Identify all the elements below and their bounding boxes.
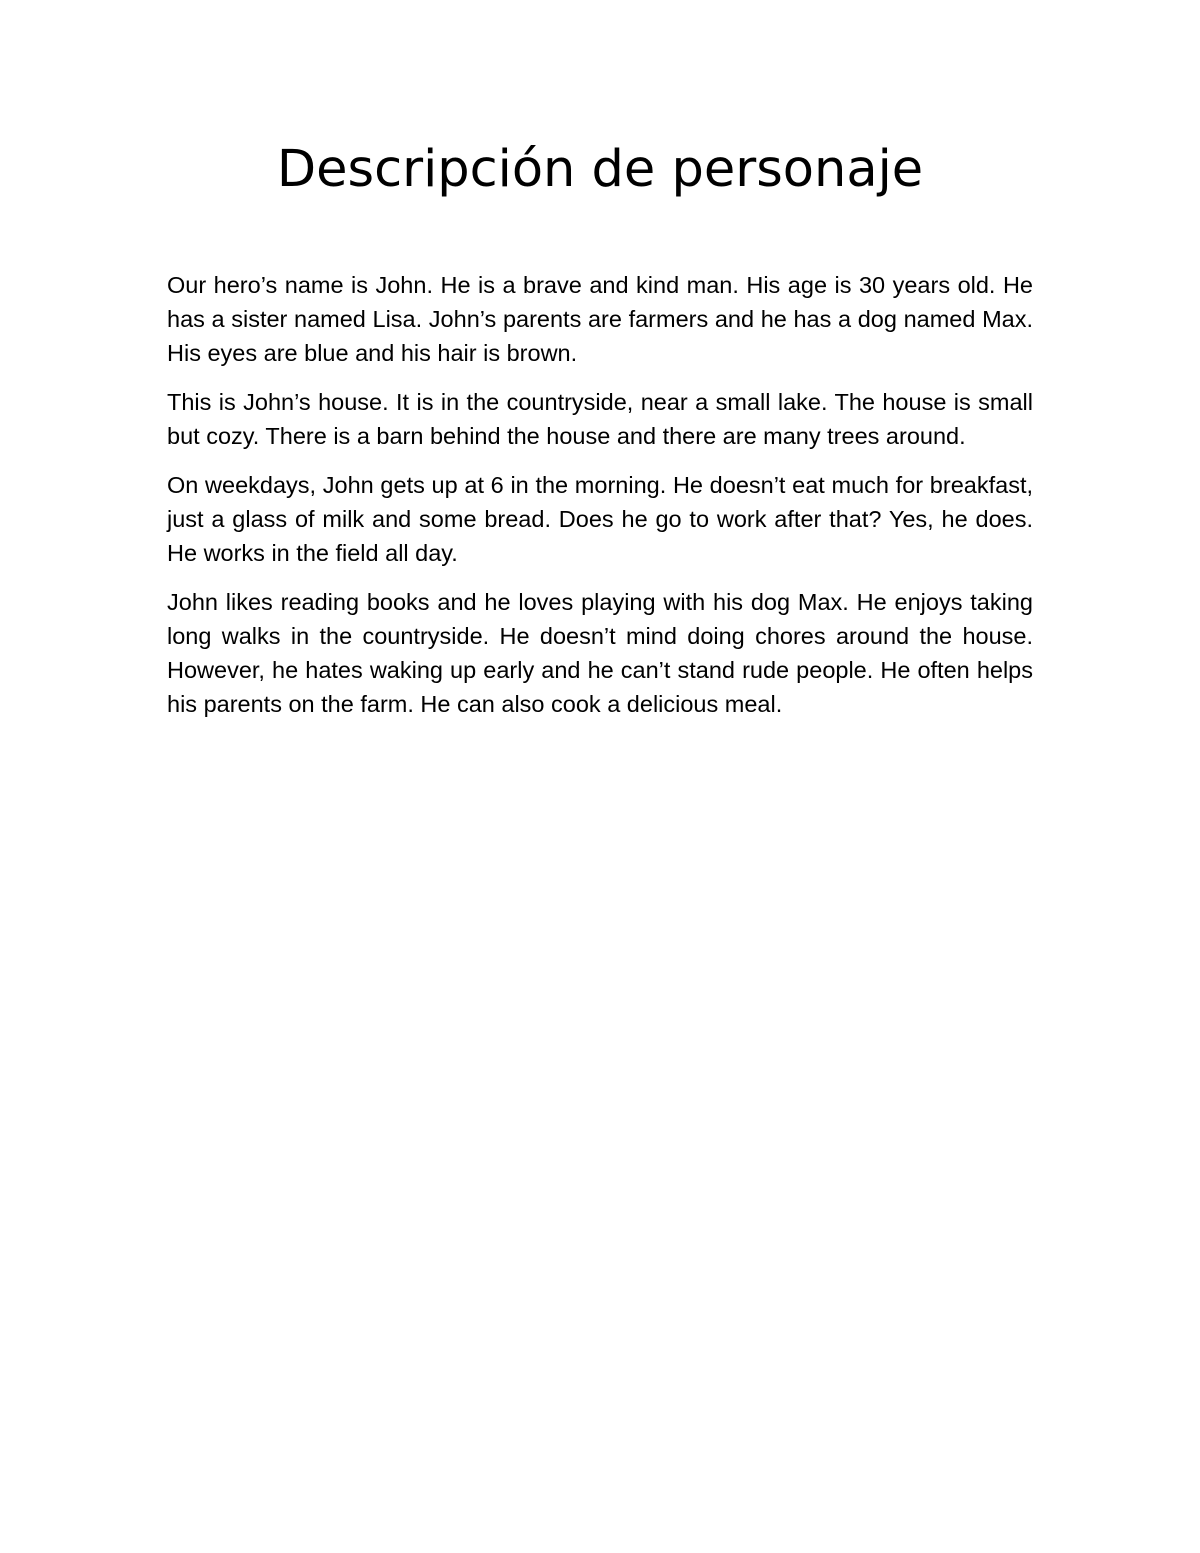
document-title: Descripción de personaje (276, 140, 924, 199)
paragraph-house: This is John’s house. It is in the countryside, near a small lake. The house is small but cozy. There is a barn behind the house and there are many trees around. (167, 389, 1033, 449)
document-body (167, 268, 1033, 736)
paragraph-intro: Our hero’s name is John. He is a brave and kind man. His age is 30 years old. He has a sister named Lisa. John’s parents are farmers and he has a dog named Max. His eyes are blue and his hair is brown. (167, 272, 1033, 366)
paragraph-likes: John likes reading books and he loves playing with his dog Max. He enjoys taking long walks in the countryside. He doesn’t mind doing chores around the house. However, he hates waking up early and he can’t stand rude people. He often helps his parents on the farm. He can also cook a delicious meal. (167, 589, 1033, 717)
paragraph-routine: On weekdays, John gets up at 6 in the morning. He doesn’t eat much for breakfast, just a glass of milk and some bread. Does he go to work after that? Yes, he does. He works in the field all day. (167, 472, 1033, 566)
